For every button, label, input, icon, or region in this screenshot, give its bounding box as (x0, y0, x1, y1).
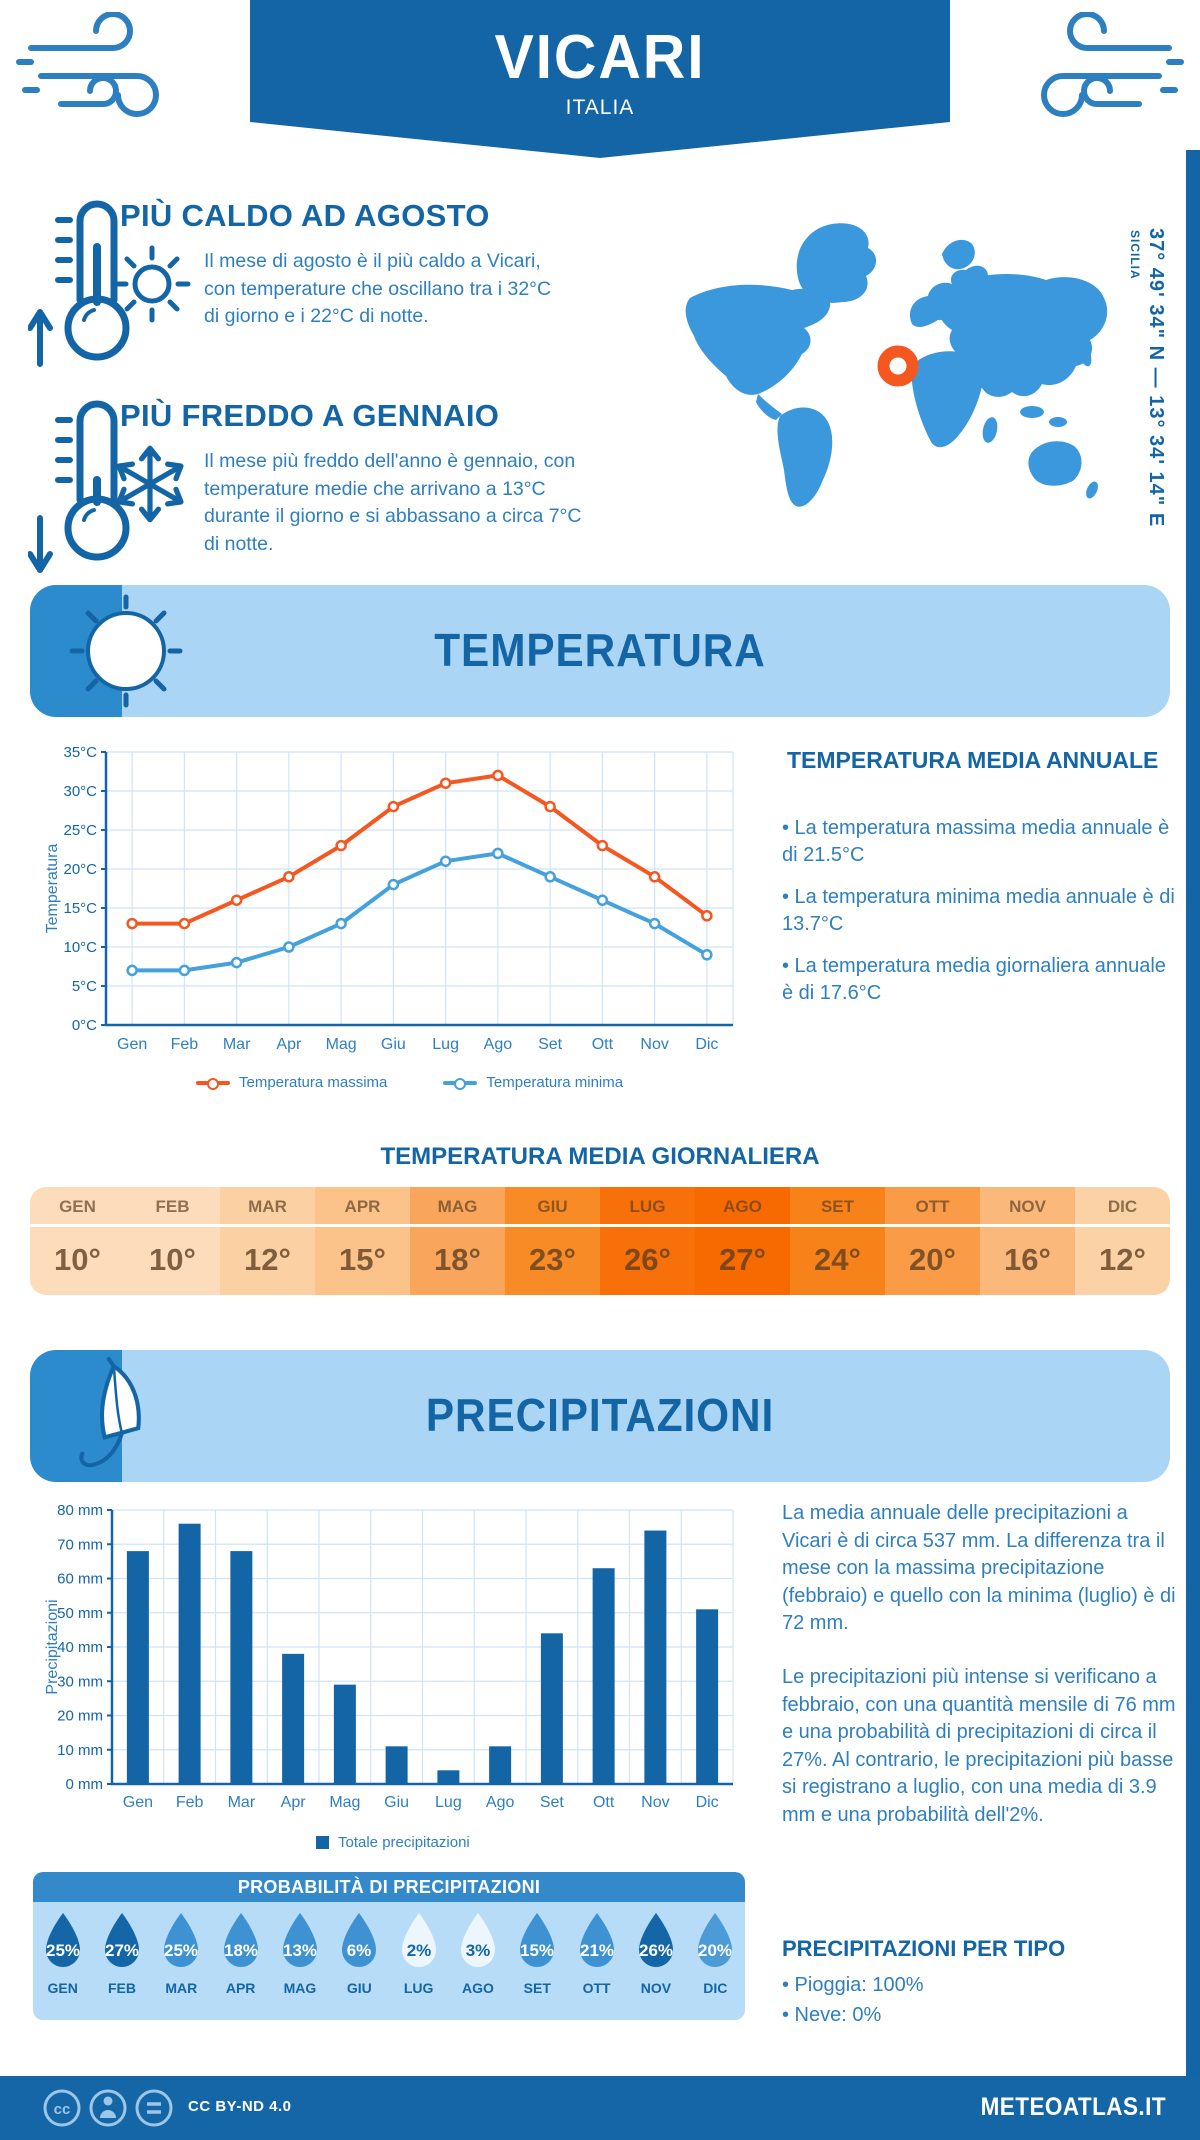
svg-text:Feb: Feb (170, 1036, 199, 1053)
svg-text:10 mm: 10 mm (57, 1741, 103, 1759)
drop-month-label: FEB (107, 1980, 136, 1996)
right-edge-bar (1186, 150, 1200, 2076)
svg-text:Ott: Ott (591, 1036, 614, 1053)
probability-drop (330, 1911, 389, 2020)
svg-text:50 mm: 50 mm (57, 1604, 103, 1622)
snowflake-icon (108, 442, 192, 526)
wind-icon (15, 12, 185, 124)
svg-text:70 mm: 70 mm (57, 1536, 103, 1554)
svg-text:Mar: Mar (222, 1036, 251, 1053)
svg-text:Gen: Gen (117, 1036, 148, 1053)
daily-temp-value: 20° (909, 1242, 956, 1277)
drop-month-label: MAR (165, 1980, 198, 1996)
svg-text:Ago: Ago (483, 1036, 513, 1053)
svg-text:Ago: Ago (485, 1794, 515, 1811)
daily-month-label: NOV (980, 1187, 1075, 1227)
droplet-icon (218, 1911, 264, 1973)
daily-month-label: DIC (1075, 1187, 1170, 1227)
precip-by-type-title: PRECIPITAZIONI PER TIPO (782, 1936, 1066, 1961)
drop-month-label: SET (523, 1980, 551, 1996)
drop-month-label: NOV (640, 1980, 672, 1996)
daily-month-label: FEB (125, 1187, 220, 1227)
daily-temp-value: 12° (244, 1242, 291, 1277)
svg-text:40 mm: 40 mm (57, 1639, 103, 1656)
annual-temp-title: TEMPERATURA MEDIA ANNUALE (787, 747, 1159, 773)
drop-month-label: AGO (462, 1980, 494, 1996)
svg-text:30°C: 30°C (63, 783, 97, 800)
daily-temp-value: 26° (624, 1242, 671, 1277)
drop-month-label: GEN (47, 1980, 78, 1996)
legend-max-label: Temperatura massima (239, 1074, 388, 1091)
daily-temp-cell (410, 1187, 505, 1295)
daily-temp-value: 23° (529, 1242, 576, 1277)
daily-temp-value: 10° (149, 1242, 196, 1277)
svg-text:13%: 13% (282, 1941, 317, 1960)
region-label: SICILIA (1128, 230, 1142, 280)
precipitation-legend (316, 1834, 470, 1851)
probability-drop (152, 1911, 211, 2020)
daily-month-label: GIU (505, 1187, 600, 1227)
droplet-icon (514, 1911, 560, 1973)
annual-bullet-max: • La temperatura massima media annuale è di 21.5°C (782, 817, 1170, 866)
probability-drop (33, 1911, 92, 2020)
daily-temp-title: TEMPERATURA MEDIA GIORNALIERA (380, 1143, 820, 1170)
page-title: VICARI (494, 23, 706, 92)
hot-text: Il mese di agosto è il più caldo a Vicari, con temperature che oscillano tra i 32°C di giorno e i 22°C di notte. (204, 250, 552, 328)
coordinates-block (1126, 228, 1167, 528)
precipitation-section-title: PRECIPITAZIONI (425, 1389, 775, 1441)
daily-month-label: SET (790, 1187, 885, 1227)
svg-text:Lug: Lug (432, 1036, 459, 1053)
droplet-icon (277, 1911, 323, 1973)
daily-temp-value: 16° (1004, 1242, 1051, 1277)
svg-text:Apr: Apr (280, 1794, 306, 1811)
svg-text:Nov: Nov (641, 1794, 670, 1811)
svg-text:20%: 20% (698, 1941, 733, 1960)
svg-text:0°C: 0°C (71, 1017, 97, 1034)
probability-drop (567, 1911, 626, 2020)
daily-temp-value: 10° (54, 1242, 101, 1277)
temperature-legend (196, 1074, 623, 1091)
location-marker (884, 352, 913, 381)
probability-drop (92, 1911, 151, 2020)
droplet-icon (396, 1911, 442, 1973)
legend-item-max (196, 1074, 387, 1091)
legend-item-total (316, 1834, 470, 1851)
annual-bullet-min: • La temperatura minima media annuale è di 13.7°C (782, 886, 1175, 935)
daily-month-label: APR (315, 1187, 410, 1227)
svg-text:Nov: Nov (640, 1036, 669, 1053)
drop-month-label: OTT (582, 1980, 611, 1996)
precipitation-section-banner (30, 1350, 1170, 1482)
daily-temp-cell (980, 1187, 1075, 1295)
svg-text:Precipitazioni: Precipitazioni (44, 1599, 61, 1695)
droplet-icon (692, 1911, 738, 1973)
svg-text:20°C: 20°C (63, 861, 97, 878)
daily-temp-cell (695, 1187, 790, 1295)
drop-month-label: APR (225, 1980, 256, 1996)
legend-total-marker (316, 1836, 329, 1849)
precipitation-paragraph-1: La media annuale delle precipitazioni a Vicari è di circa 537 mm. La differenza tra il mese con la massima precipitazione (febbraio) e quello con la minima (luglio) è di 72 mm. (782, 1502, 1176, 1635)
svg-text:cc: cc (53, 2101, 71, 2118)
droplet-icon (633, 1911, 679, 1973)
precipitation-bar-chart (40, 1492, 740, 1828)
precip-type-rain: • Pioggia: 100% (782, 1974, 924, 1996)
probability-drop (211, 1911, 270, 2020)
svg-text:25°C: 25°C (63, 822, 97, 839)
svg-text:15%: 15% (520, 1941, 555, 1960)
svg-text:Lug: Lug (435, 1794, 462, 1811)
svg-text:25%: 25% (164, 1941, 199, 1960)
svg-text:26%: 26% (638, 1941, 673, 1960)
legend-item-min (443, 1074, 623, 1091)
daily-temp-value: 18° (434, 1242, 481, 1277)
svg-text:5°C: 5°C (71, 978, 97, 995)
precipitation-paragraph-2: Le precipitazioni più intense si verificano a febbraio, con una quantità mensile di 76 mm e una probabilità di precipitazioni di circa il 27%. Al contrario, le precipitazioni più basse si registrano a luglio, con una media di 3.9 mm e una probabilità dell'2%. (782, 1665, 1176, 1826)
hot-title: PIÙ CALDO AD AGOSTO (120, 198, 490, 233)
svg-text:25%: 25% (45, 1941, 80, 1960)
drop-month-label: LUG (403, 1980, 434, 1996)
sun-icon (106, 238, 198, 330)
svg-text:30 mm: 30 mm (57, 1673, 103, 1691)
svg-text:0 mm: 0 mm (65, 1776, 103, 1793)
daily-month-label: AGO (695, 1187, 790, 1227)
probability-title: PROBABILITÀ DI PRECIPITAZIONI (33, 1872, 745, 1902)
droplet-icon (158, 1911, 204, 1973)
daily-month-label: MAG (410, 1187, 505, 1227)
svg-text:20 mm: 20 mm (57, 1707, 103, 1725)
svg-text:27%: 27% (104, 1941, 139, 1960)
daily-temp-cell (315, 1187, 410, 1295)
svg-text:15°C: 15°C (63, 900, 97, 917)
probability-drop (270, 1911, 329, 2020)
daily-temp-value: 15° (339, 1242, 386, 1277)
drop-month-label: GIU (346, 1980, 372, 1996)
probability-drop (389, 1911, 448, 2020)
svg-text:Set: Set (539, 1794, 564, 1811)
brand-label: METEOATLAS.IT (980, 2093, 1166, 2121)
daily-temp-cell (885, 1187, 980, 1295)
svg-text:6%: 6% (347, 1941, 372, 1960)
svg-text:35°C: 35°C (63, 744, 97, 761)
daily-temp-table (30, 1187, 1170, 1295)
svg-text:Set: Set (538, 1036, 563, 1053)
droplet-icon (99, 1911, 145, 1973)
svg-text:Giu: Giu (384, 1794, 410, 1811)
probability-drops (33, 1902, 745, 2020)
footer (0, 2076, 1200, 2140)
svg-text:80 mm: 80 mm (57, 1502, 103, 1519)
world-map (680, 190, 1120, 520)
coordinates-text: 37° 49' 34" N — 13° 34' 14" E (1145, 228, 1167, 528)
probability-panel (33, 1872, 745, 2020)
cold-title: PIÙ FREDDO A GENNAIO (120, 398, 500, 433)
svg-text:Mag: Mag (329, 1794, 361, 1811)
daily-temp-cell (125, 1187, 220, 1295)
cold-text: Il mese più freddo dell'anno è gennaio, con temperature medie che arrivano a 13°C durante il giorno e si abbassano a circa 7°C di notte. (204, 450, 582, 556)
daily-month-label: LUG (600, 1187, 695, 1227)
svg-text:Temperatura: Temperatura (44, 843, 61, 934)
svg-text:60 mm: 60 mm (57, 1570, 103, 1588)
svg-text:Mar: Mar (227, 1794, 256, 1811)
annual-bullet-mean: • La temperatura media giornaliera annuale è di 17.6°C (782, 955, 1166, 1004)
svg-text:18%: 18% (223, 1941, 258, 1960)
droplet-icon (40, 1911, 86, 1973)
daily-temp-value: 24° (814, 1242, 861, 1277)
daily-temp-cell (505, 1187, 600, 1295)
legend-min-marker (443, 1081, 477, 1085)
daily-month-label: GEN (30, 1187, 125, 1227)
legend-min-label: Temperatura minima (486, 1074, 624, 1091)
droplet-icon (455, 1911, 501, 1973)
temperature-section-title: TEMPERATURA (434, 624, 766, 676)
legend-max-marker (196, 1081, 230, 1085)
droplet-icon (336, 1911, 382, 1973)
probability-drop (626, 1911, 685, 2020)
svg-text:21%: 21% (579, 1941, 614, 1960)
droplet-icon (574, 1911, 620, 1973)
svg-text:Giu: Giu (380, 1036, 406, 1053)
drop-month-label: MAG (283, 1980, 317, 1996)
svg-text:Dic: Dic (695, 1036, 719, 1053)
wind-icon (1015, 12, 1185, 124)
daily-temp-cell (220, 1187, 315, 1295)
precipitation-text (782, 1500, 1180, 1830)
svg-text:2%: 2% (406, 1941, 431, 1960)
daily-temp-cell (1075, 1187, 1170, 1295)
drop-month-label: DIC (703, 1980, 728, 1996)
license-label: CC BY-ND 4.0 (188, 2098, 292, 2115)
daily-month-label: MAR (220, 1187, 315, 1227)
svg-text:Gen: Gen (122, 1794, 153, 1811)
probability-drop (508, 1911, 567, 2020)
svg-text:10°C: 10°C (63, 939, 97, 956)
svg-text:Mag: Mag (325, 1036, 357, 1053)
svg-text:3%: 3% (465, 1941, 491, 1960)
svg-text:Ott: Ott (592, 1794, 615, 1811)
daily-temp-cell (600, 1187, 695, 1295)
temperature-line-chart (40, 740, 740, 1070)
legend-total-label: Totale precipitazioni (338, 1834, 470, 1851)
precip-type-snow: • Neve: 0% (782, 2004, 882, 2026)
cc-license-icons (42, 2088, 174, 2128)
daily-temp-value: 27° (719, 1242, 766, 1277)
probability-drop (686, 1911, 745, 2020)
svg-text:Apr: Apr (276, 1036, 302, 1053)
daily-temp-value: 12° (1099, 1242, 1146, 1277)
daily-month-label: OTT (885, 1187, 980, 1227)
temperature-section-banner (30, 585, 1170, 717)
page-subtitle: ITALIA (565, 96, 635, 119)
svg-text:Dic: Dic (695, 1794, 719, 1811)
daily-temp-cell (790, 1187, 885, 1295)
daily-temp-cell (30, 1187, 125, 1295)
svg-text:Feb: Feb (175, 1794, 204, 1811)
probability-drop (448, 1911, 507, 2020)
